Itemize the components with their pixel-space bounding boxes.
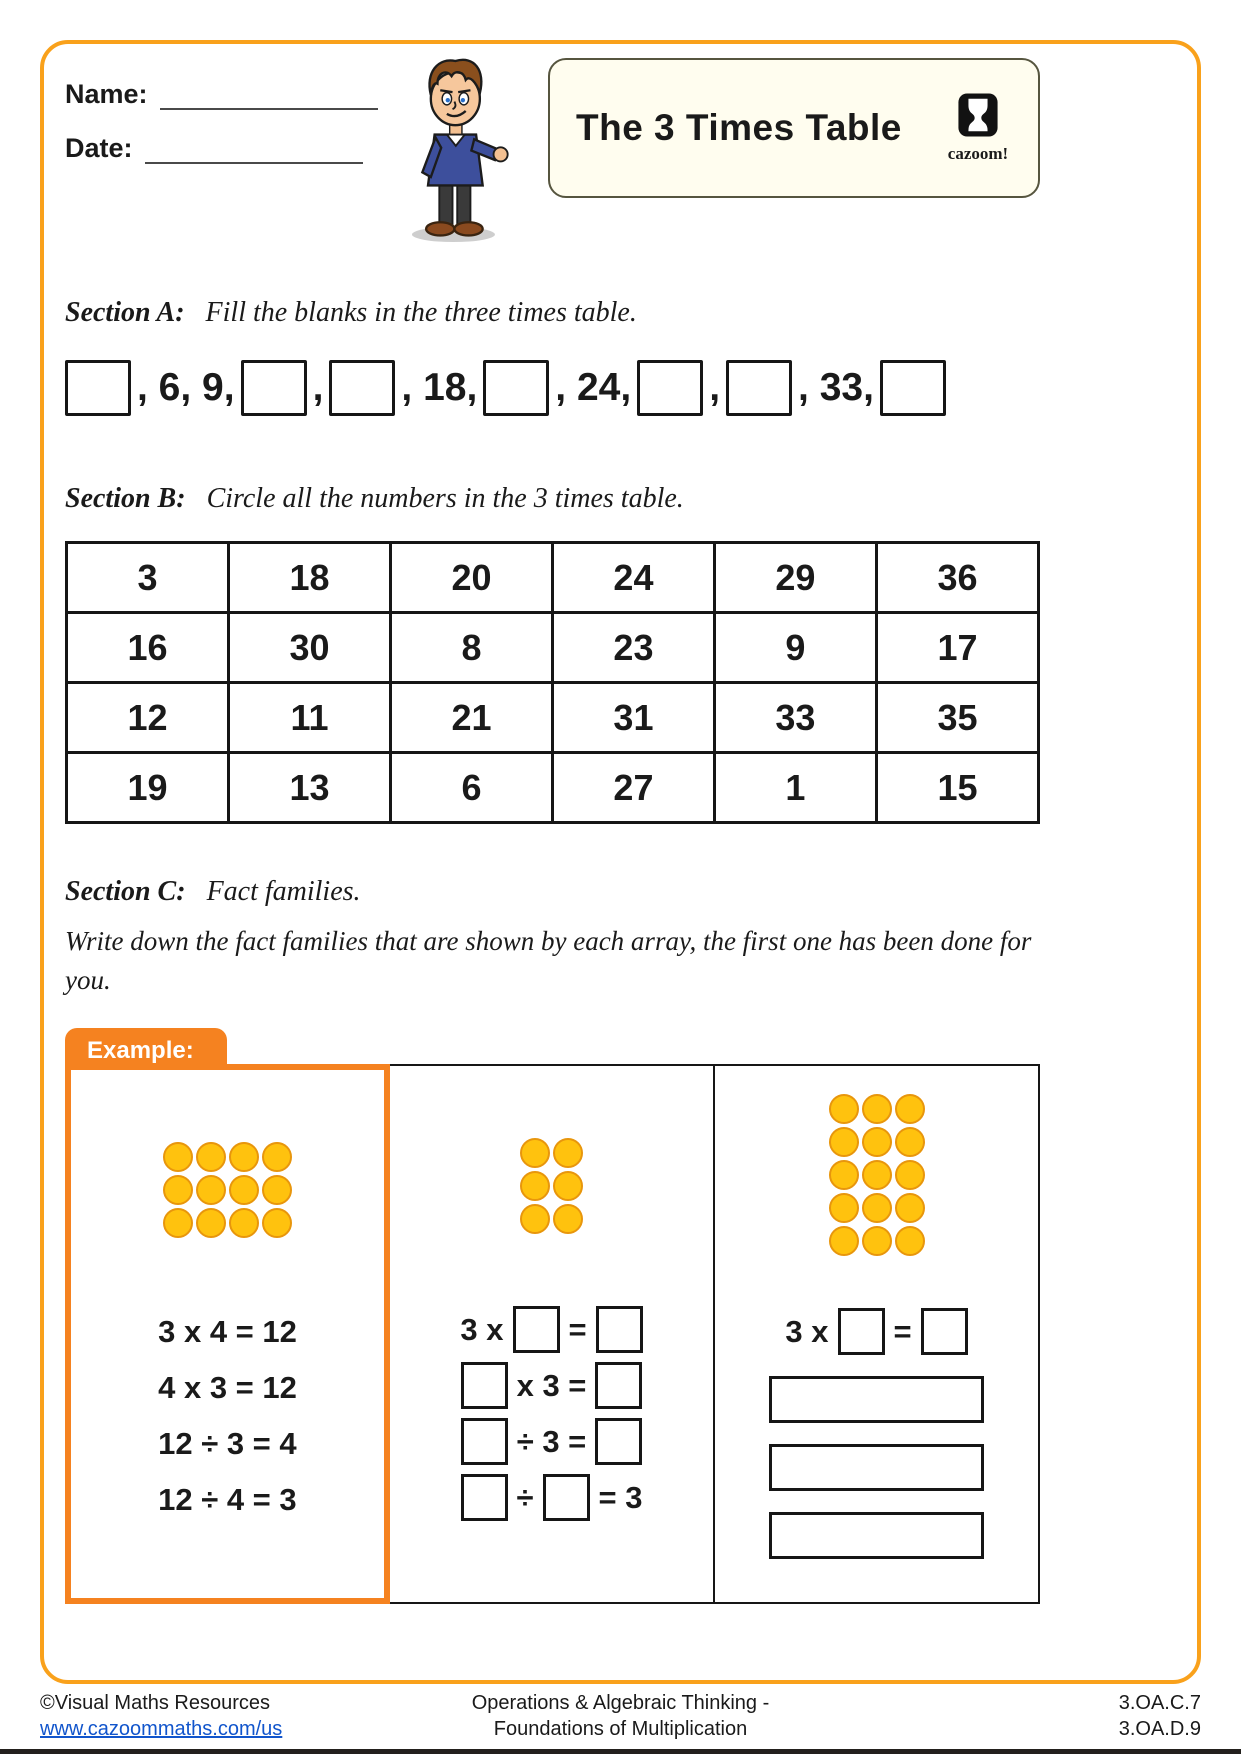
sequence-text-3: , 18, [401, 366, 478, 409]
cazoom-logo [936, 92, 1020, 164]
counter-dot [553, 1171, 583, 1201]
footer-left [40, 1690, 370, 1742]
example-equations [158, 1304, 297, 1528]
answer-box-6[interactable] [726, 360, 792, 416]
answer-box-4[interactable] [483, 360, 549, 416]
table-cell[interactable]: 11 [228, 683, 390, 753]
counter-dot [196, 1208, 226, 1238]
dot-array-example [163, 1142, 292, 1238]
counter-dot [262, 1175, 292, 1205]
counter-dot [262, 1142, 292, 1172]
sequence-text-4: , 24, [555, 366, 632, 409]
table-cell[interactable]: 27 [552, 753, 714, 823]
panel-2-line-3 [461, 1418, 643, 1465]
sequence-text-6: , 33, [798, 366, 874, 409]
answer-line-box[interactable] [769, 1444, 984, 1491]
table-cell[interactable]: 3 [67, 543, 229, 613]
counter-dot [229, 1208, 259, 1238]
counter-dot [862, 1160, 892, 1190]
table-cell[interactable]: 19 [67, 753, 229, 823]
example-equation-2: 4 x 3 = 12 [158, 1370, 297, 1406]
title-box [548, 58, 1040, 198]
dot-array-panel-2 [520, 1138, 583, 1234]
panel-3 [715, 1064, 1040, 1604]
example-tab: Example: [65, 1028, 227, 1074]
table-cell[interactable]: 1 [714, 753, 876, 823]
equation-text: 3 x [460, 1311, 504, 1347]
name-input-line[interactable] [160, 78, 378, 110]
date-field-row [65, 132, 395, 164]
section-a-sequence [65, 355, 1040, 421]
counter-dot [862, 1094, 892, 1124]
answer-box[interactable] [595, 1418, 642, 1465]
table-cell[interactable]: 8 [390, 613, 552, 683]
answer-box[interactable] [461, 1474, 508, 1521]
answer-line-box[interactable] [769, 1376, 984, 1423]
date-label: Date: [65, 133, 133, 163]
answer-box-5[interactable] [637, 360, 703, 416]
section-c-instruction: Fact families. [206, 876, 361, 907]
answer-box-7[interactable] [880, 360, 946, 416]
counter-dot [196, 1142, 226, 1172]
counter-dot [829, 1094, 859, 1124]
section-c-description: Write down the fact families that are shown by each array, the first one has been done for you. [65, 926, 1032, 996]
copyright-text: ©Visual Maths Resources [40, 1692, 271, 1714]
table-row [67, 613, 1039, 683]
table-cell[interactable]: 20 [390, 543, 552, 613]
table-cell[interactable]: 23 [552, 613, 714, 683]
section-a-label: Section A: [65, 297, 185, 328]
section-b-instruction: Circle all the numbers in the 3 times table. [206, 483, 684, 514]
boy-character-svg [395, 44, 527, 244]
page-bottom-edge [0, 1749, 1241, 1754]
table-cell[interactable]: 15 [876, 753, 1038, 823]
answer-box[interactable] [838, 1308, 885, 1355]
counter-dot [829, 1127, 859, 1157]
answer-box-3[interactable] [329, 360, 395, 416]
answer-box[interactable] [596, 1306, 643, 1353]
equation-text: ÷ 3 = [516, 1423, 587, 1459]
counter-dot [262, 1208, 292, 1238]
answer-box[interactable] [595, 1362, 642, 1409]
panel-2 [390, 1064, 715, 1604]
section-b-heading [65, 483, 1040, 515]
counter-dot [895, 1226, 925, 1256]
table-cell[interactable]: 16 [67, 613, 229, 683]
counter-dot [829, 1193, 859, 1223]
answer-box[interactable] [461, 1362, 508, 1409]
equation-text: = 3 [598, 1479, 643, 1515]
panel-2-line-1 [460, 1306, 642, 1353]
standard-code-2: 3.OA.D.9 [1118, 1718, 1201, 1740]
sequence-text-2: , [312, 366, 324, 409]
table-cell[interactable]: 29 [714, 543, 876, 613]
table-row [67, 753, 1039, 823]
equation-text: = [568, 1311, 587, 1347]
table-cell[interactable]: 17 [876, 613, 1038, 683]
number-grid [65, 541, 1040, 824]
counter-dot [520, 1138, 550, 1168]
answer-line-box[interactable] [769, 1512, 984, 1559]
table-cell[interactable]: 21 [390, 683, 552, 753]
table-cell[interactable]: 36 [876, 543, 1038, 613]
example-equation-1: 3 x 4 = 12 [158, 1314, 297, 1350]
panel-2-line-4 [461, 1474, 643, 1521]
counter-dot [520, 1204, 550, 1234]
table-row [67, 543, 1039, 613]
counter-dot [895, 1094, 925, 1124]
answer-box-2[interactable] [241, 360, 307, 416]
counter-dot [553, 1204, 583, 1234]
panel-2-line-2 [461, 1362, 643, 1409]
fact-family-panels [65, 1037, 1040, 1604]
name-label: Name: [65, 79, 148, 109]
counter-dot [520, 1171, 550, 1201]
section-c-label: Section C: [65, 876, 186, 907]
sequence-text-1: , 6, 9, [137, 366, 235, 409]
answer-box[interactable] [513, 1306, 560, 1353]
counter-dot [829, 1160, 859, 1190]
panel-example [65, 1064, 390, 1604]
standard-strand-line-2: Foundations of Multiplication [493, 1718, 748, 1740]
counter-dot [229, 1142, 259, 1172]
counter-dot [895, 1127, 925, 1157]
counter-dot [862, 1193, 892, 1223]
panel-3-line-1 [785, 1308, 967, 1355]
sequence-text-5: , [709, 366, 721, 409]
counter-dot [829, 1226, 859, 1256]
section-b-label: Section B: [65, 483, 186, 514]
cazoom-logo-icon [957, 92, 999, 138]
table-cell[interactable]: 33 [714, 683, 876, 753]
footer-center [370, 1690, 871, 1742]
answer-box[interactable] [921, 1308, 968, 1355]
answer-box-1[interactable] [65, 360, 131, 416]
date-input-line[interactable] [145, 132, 363, 164]
example-equation-4: 12 ÷ 4 = 3 [158, 1482, 297, 1518]
answer-box[interactable] [461, 1418, 508, 1465]
footer-right [871, 1690, 1201, 1742]
counter-dot [163, 1175, 193, 1205]
counter-dot [862, 1226, 892, 1256]
panel-2-equations [460, 1306, 642, 1521]
cazoom-logo-text: cazoom! [947, 144, 1009, 163]
example-equation-3: 12 ÷ 3 = 4 [158, 1426, 297, 1462]
table-cell[interactable]: 9 [714, 613, 876, 683]
boy-character-illustration [395, 44, 530, 249]
table-cell[interactable]: 31 [552, 683, 714, 753]
counter-dot [163, 1142, 193, 1172]
equation-text: = [893, 1313, 912, 1349]
panels-row [65, 1064, 1040, 1604]
name-date-block [65, 58, 395, 186]
section-c-heading [65, 876, 1040, 908]
counter-dot [862, 1127, 892, 1157]
header [65, 58, 1040, 249]
table-cell[interactable]: 30 [228, 613, 390, 683]
section-a-instruction: Fill the blanks in the three times table. [205, 297, 637, 328]
page-title: The 3 Times Table [576, 107, 902, 148]
counter-dot [895, 1193, 925, 1223]
equation-text: ÷ [516, 1479, 534, 1515]
section-a-heading [65, 297, 1040, 329]
worksheet-content [65, 58, 1040, 1604]
table-cell[interactable]: 12 [67, 683, 229, 753]
table-cell[interactable]: 18 [228, 543, 390, 613]
counter-dot [895, 1160, 925, 1190]
website-link[interactable]: www.cazoommaths.com/us [40, 1718, 283, 1740]
table-cell[interactable]: 13 [228, 753, 390, 823]
equation-text: 3 x [785, 1313, 829, 1349]
standard-code-1: 3.OA.C.7 [1118, 1692, 1201, 1714]
counter-dot [196, 1175, 226, 1205]
counter-dot [553, 1138, 583, 1168]
panel-3-equations [769, 1308, 984, 1559]
table-cell[interactable]: 24 [552, 543, 714, 613]
name-field-row [65, 78, 395, 110]
counter-dot [163, 1208, 193, 1238]
counter-dot [229, 1175, 259, 1205]
equation-text: x 3 = [516, 1367, 587, 1403]
table-cell[interactable]: 6 [390, 753, 552, 823]
footer [40, 1690, 1201, 1742]
standard-strand-line-1: Operations & Algebraic Thinking - [471, 1692, 770, 1714]
dot-array-panel-3 [829, 1094, 925, 1256]
table-row [67, 683, 1039, 753]
table-cell[interactable]: 35 [876, 683, 1038, 753]
answer-box[interactable] [543, 1474, 590, 1521]
